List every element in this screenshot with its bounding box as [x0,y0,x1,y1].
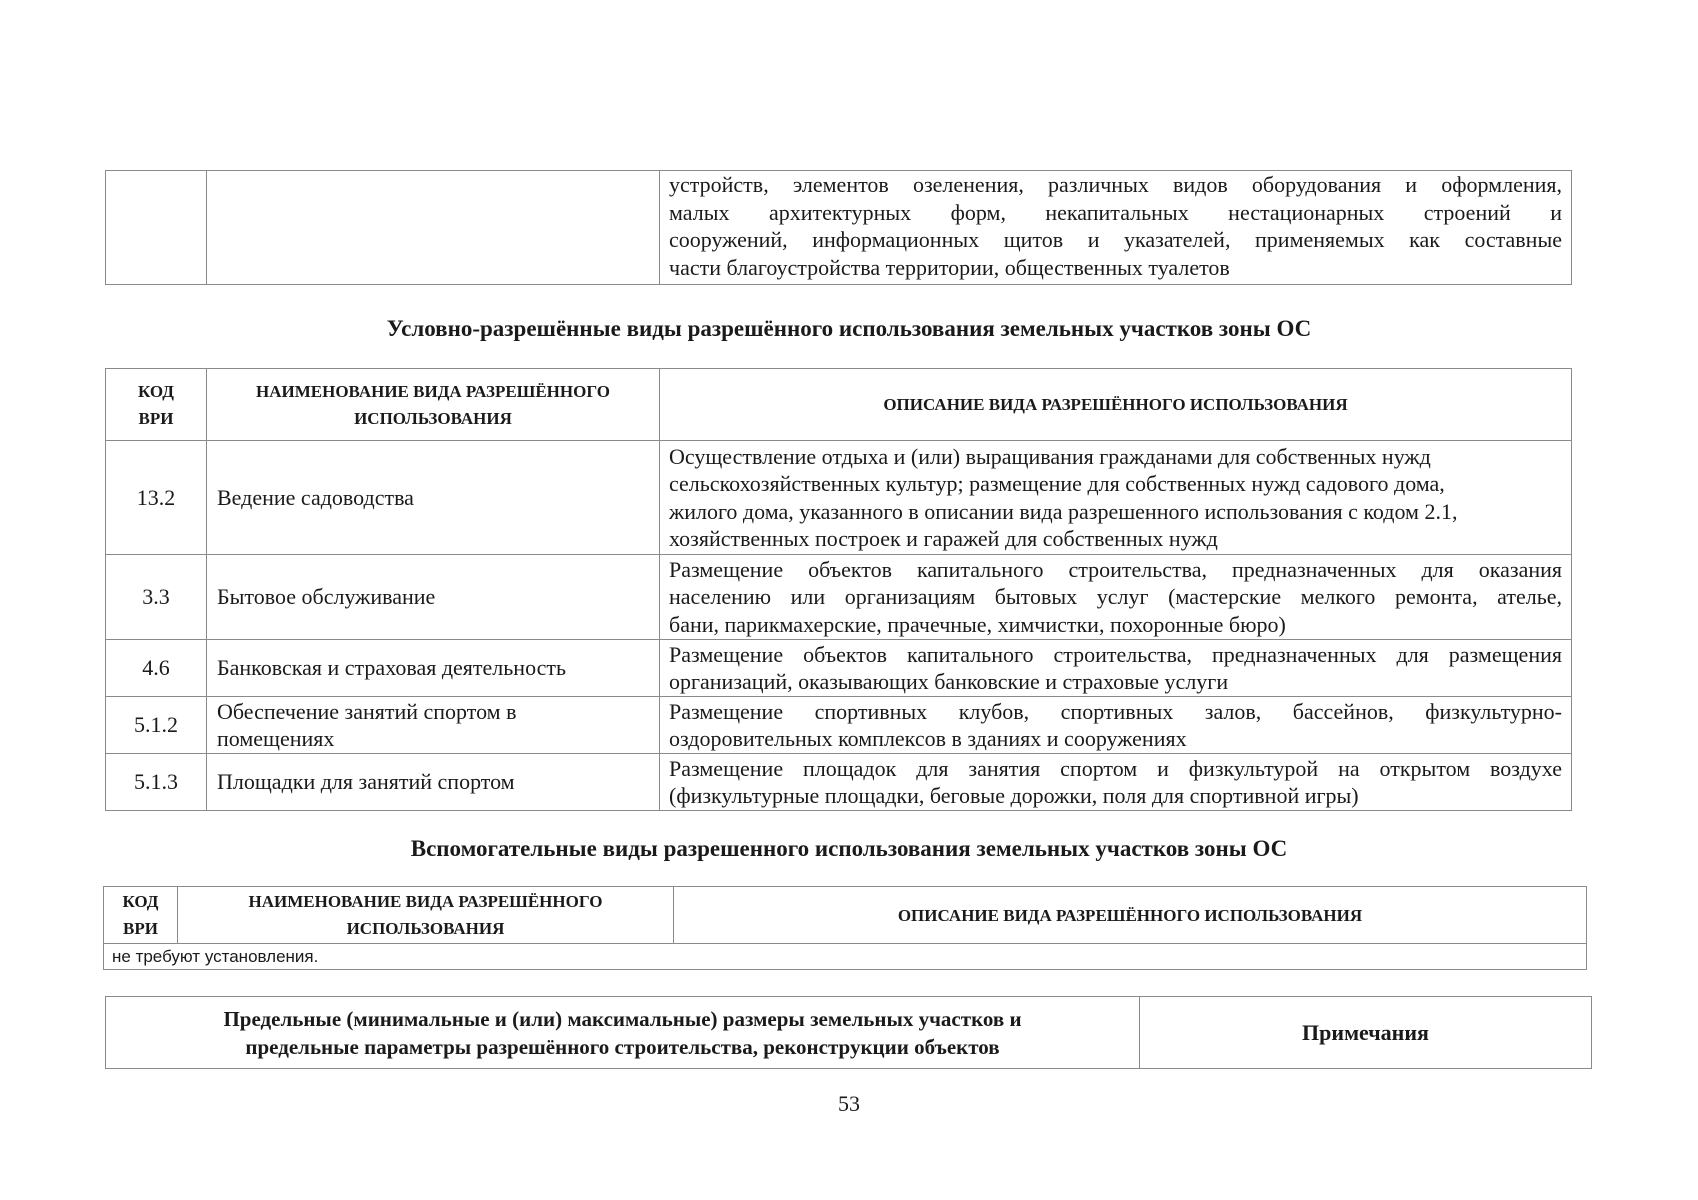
row-name: Банковская и страховая деятельность [207,640,660,697]
table-row [106,441,1572,555]
description-column-header: ОПИСАНИЕ ВИДА РАЗРЕШЁННОГО ИСПОЛЬЗОВАНИЯ [674,887,1587,944]
row-description: Размещение объектов капитального строительства, предназначенных для оказания населению или организациям бытовых услуг (мастерские мелкого ремонта, ателье, бани, парикмахерские, прачечные, химчистки, похоронные бюро) [660,555,1572,640]
table-row [106,697,1572,754]
row-description: Размещение объектов капитального строительства, предназначенных для размещения организаций, оказывающих банковские и страховые услуги [660,640,1572,697]
page-number: 53 [838,1091,860,1116]
continuation-table [105,170,1572,285]
name-column-header: НАИМЕНОВАНИЕ ВИДА РАЗРЕШЁННОГО ИСПОЛЬЗОВАНИЯ [178,887,674,944]
auxiliary-uses-table [103,886,1587,970]
row-description: Размещение спортивных клубов, спортивных залов, бассейнов, физкультурно- оздоровительных комплексов в зданиях и сооружениях [660,697,1572,754]
conditional-permitted-uses-table [105,368,1572,811]
limits-column-header: Предельные (минимальные и (или) максимальные) размеры земельных участков и предельные параметры разрешённого строительства, реконструкции объектов [106,997,1140,1069]
row-code: 4.6 [106,640,207,697]
description-line: части благоустройства территории, общественных туалетов [669,254,1230,280]
continuation-code-cell [106,171,207,285]
table-header-row [106,369,1572,441]
table-row [106,754,1572,811]
auxiliary-section-title: Вспомогательные виды разрешенного использования земельных участков зоны ОС [410,836,1288,861]
row-code: 5.1.3 [106,754,207,811]
row-description: Осуществление отдыха и (или) выращивания гражданами для собственных нужд сельскохозяйственных культур; размещение для собственных нужд садового дома, жилого дома, указанного в описании вида разрешенного использования с кодом 2.1, хозяйственных построек и гаражей для собственных нужд [660,441,1572,555]
row-description: Размещение площадок для занятия спортом и физкультурой на открытом воздухе (физкультурные площадки, беговые дорожки, поля для спортивной игры) [660,754,1572,811]
table-row [106,555,1572,640]
row-name: Ведение садоводства [207,441,660,555]
name-column-header: НАИМЕНОВАНИЕ ВИДА РАЗРЕШЁННОГО ИСПОЛЬЗОВАНИЯ [207,369,660,441]
code-column-header: КОД ВРИ [104,887,178,944]
notes-column-header: Примечания [1140,997,1592,1069]
conditional-section-title: Условно-разрешённые виды разрешённого использования земельных участков зоны ОС [386,316,1312,341]
description-line: устройств, элементов озеленения, различных видов оборудования и оформления, [669,172,1562,197]
row-name: Бытовое обслуживание [207,555,660,640]
row-code: 3.3 [106,555,207,640]
continuation-description-cell [660,171,1572,285]
table-row [104,944,1587,970]
row-code: 13.2 [106,441,207,555]
code-column-header: КОД ВРИ [106,369,207,441]
auxiliary-note: не требуют установления. [104,944,1587,970]
table-row [106,640,1572,697]
description-column-header: ОПИСАНИЕ ВИДА РАЗРЕШЁННОГО ИСПОЛЬЗОВАНИЯ [660,369,1572,441]
table-header-row [106,997,1592,1069]
description-line: малых архитектурных форм, некапитальных нестационарных строений и [669,199,1562,225]
description-line: сооружений, информационных щитов и указателей, применяемых как составные [669,227,1562,252]
continuation-name-cell [207,171,660,285]
row-name: Обеспечение занятий спортом в помещениях [207,697,660,754]
row-code: 5.1.2 [106,697,207,754]
limits-table [105,996,1592,1069]
table-header-row [104,887,1587,944]
row-name: Площадки для занятий спортом [207,754,660,811]
